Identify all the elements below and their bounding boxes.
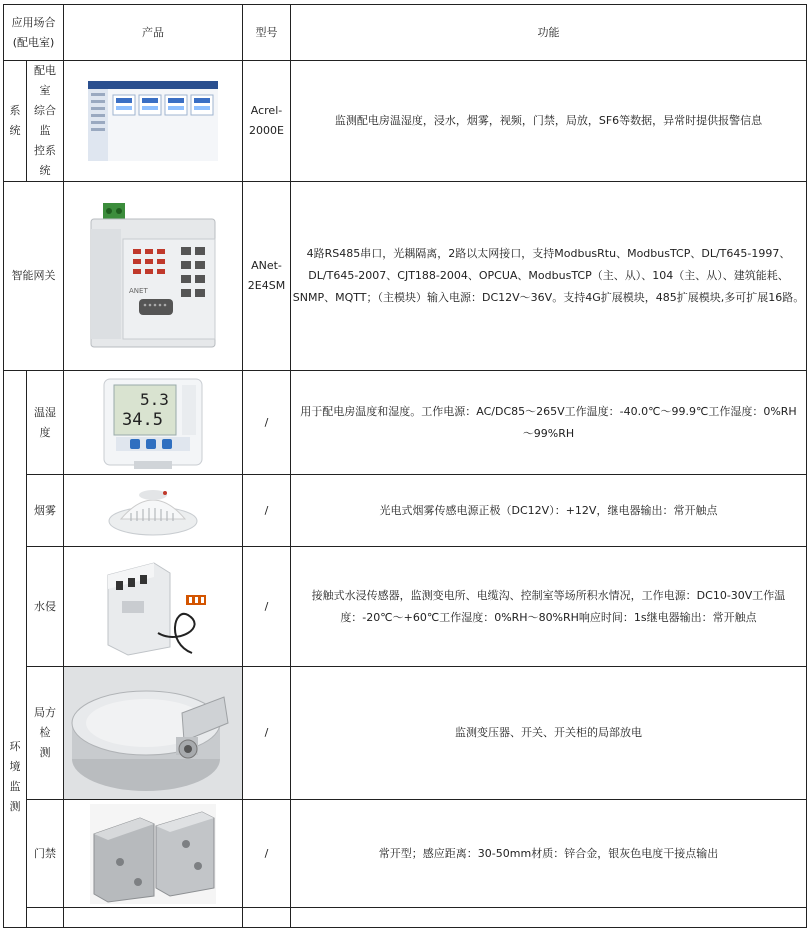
system-image-cell xyxy=(64,61,243,182)
system-name-line: 控系统 xyxy=(34,144,56,177)
row-gateway xyxy=(4,182,807,371)
header-product: 产品 xyxy=(64,5,243,61)
humidity-function: 用于配电房温度和湿度。工作电源：AC/DC85～265V工作温度：-40.0℃～99.9℃工作湿度：0%RH～99%RH xyxy=(291,371,807,475)
pd-name-line: 局方检 xyxy=(34,706,56,739)
pd-name-cell xyxy=(27,667,64,800)
system-group-cell xyxy=(4,61,27,182)
header-model: 型号 xyxy=(243,5,291,61)
pd-sensor-image xyxy=(64,667,242,799)
row-water xyxy=(4,547,807,667)
gateway-model-cell xyxy=(243,182,291,371)
door-sensor-image xyxy=(90,804,216,904)
smoke-name: 烟雾 xyxy=(27,475,64,547)
system-model-line: Acrel- xyxy=(250,104,283,117)
humidity-name: 温湿度 xyxy=(27,371,64,475)
pd-image-cell xyxy=(64,667,243,800)
gateway-model-line: 2E4SM xyxy=(247,279,286,292)
humidity-display-top: 5.3 xyxy=(140,389,169,409)
header-scene-line2: (配电室) xyxy=(12,35,55,49)
env-group-char: 监 xyxy=(9,780,21,793)
humidity-sensor-image xyxy=(98,375,208,471)
header-row xyxy=(4,5,807,61)
gateway-function: 4路RS485串口，光耦隔离，2路以太网接口，支持ModbusRtu、ModbusTCP、DL/T645-1997、DL/T645-2007、CJT188-2004、OPCUA、ModbusTCP（主、从）、104（主、从）、建筑能耗、SNMP、MQTT；（主模块）输入电源：DC12V～36V。支持4G扩展模块，485扩展模块,多可扩展16路。 xyxy=(291,182,807,371)
smoke-detector-image xyxy=(105,481,201,541)
door-image-cell xyxy=(64,800,243,908)
door-name: 门禁 xyxy=(27,800,64,908)
humidity-display-bottom: 34.5 xyxy=(122,409,163,430)
smoke-image-cell xyxy=(64,475,243,547)
system-name-line: 综合监 xyxy=(34,104,56,137)
header-function: 功能 xyxy=(291,5,807,61)
system-model-line: 2000E xyxy=(249,124,284,137)
row-pd xyxy=(4,667,807,800)
monitoring-software-image xyxy=(88,81,218,161)
smoke-model: / xyxy=(243,475,291,547)
pd-model: / xyxy=(243,667,291,800)
continued-name-cell xyxy=(27,908,64,928)
row-door xyxy=(4,800,807,908)
gateway-image-cell xyxy=(64,182,243,371)
header-scene xyxy=(4,5,64,61)
system-name-cell xyxy=(27,61,64,182)
row-system xyxy=(4,61,807,182)
gateway-device-label: ANET xyxy=(129,287,148,295)
water-sensor-image xyxy=(88,555,218,659)
gateway-name: 智能网关 xyxy=(4,182,64,371)
water-image-cell xyxy=(64,547,243,667)
product-table xyxy=(3,4,807,928)
smoke-function: 光电式烟雾传感电源正极（DC12V）：+12V，继电器输出：常开触点 xyxy=(291,475,807,547)
door-model: / xyxy=(243,800,291,908)
pd-name-line: 测 xyxy=(39,746,51,759)
continued-function-cell xyxy=(291,908,807,928)
system-group-char: 统 xyxy=(9,124,21,137)
door-function: 常开型；感应距离：30-50mm材质：锌合金，银灰色电度干接点输出 xyxy=(291,800,807,908)
env-group-char: 环 xyxy=(9,740,21,753)
continued-image-cell xyxy=(64,908,243,928)
system-function: 监测配电房温湿度，浸水，烟雾，视频，门禁，局放，SF6等数据，异常时提供报警信息 xyxy=(291,61,807,182)
system-model-cell xyxy=(243,61,291,182)
row-smoke xyxy=(4,475,807,547)
gateway-device-image xyxy=(83,201,223,351)
water-name: 水侵 xyxy=(27,547,64,667)
row-continued xyxy=(4,908,807,928)
continued-model-cell xyxy=(243,908,291,928)
system-name-line: 配电室 xyxy=(34,64,56,97)
humidity-model: / xyxy=(243,371,291,475)
water-model: / xyxy=(243,547,291,667)
gateway-model-line: ANet- xyxy=(251,259,282,272)
pd-function: 监测变压器、开关、开关柜的局部放电 xyxy=(291,667,807,800)
system-group-char: 系 xyxy=(9,104,21,117)
row-humidity xyxy=(4,371,807,475)
humidity-image-cell xyxy=(64,371,243,475)
header-scene-line1: 应用场合 xyxy=(11,15,56,29)
water-function: 接触式水浸传感器，监测变电所、电缆沟、控制室等场所积水情况，工作电源：DC10-30V工作温度：-20℃～+60℃工作湿度：0%RH～80%RH响应时间：1s继电器输出：常开触点 xyxy=(291,547,807,667)
env-group-char: 境 xyxy=(9,760,21,773)
env-group-char: 测 xyxy=(9,800,21,813)
env-group-cell xyxy=(4,371,27,928)
